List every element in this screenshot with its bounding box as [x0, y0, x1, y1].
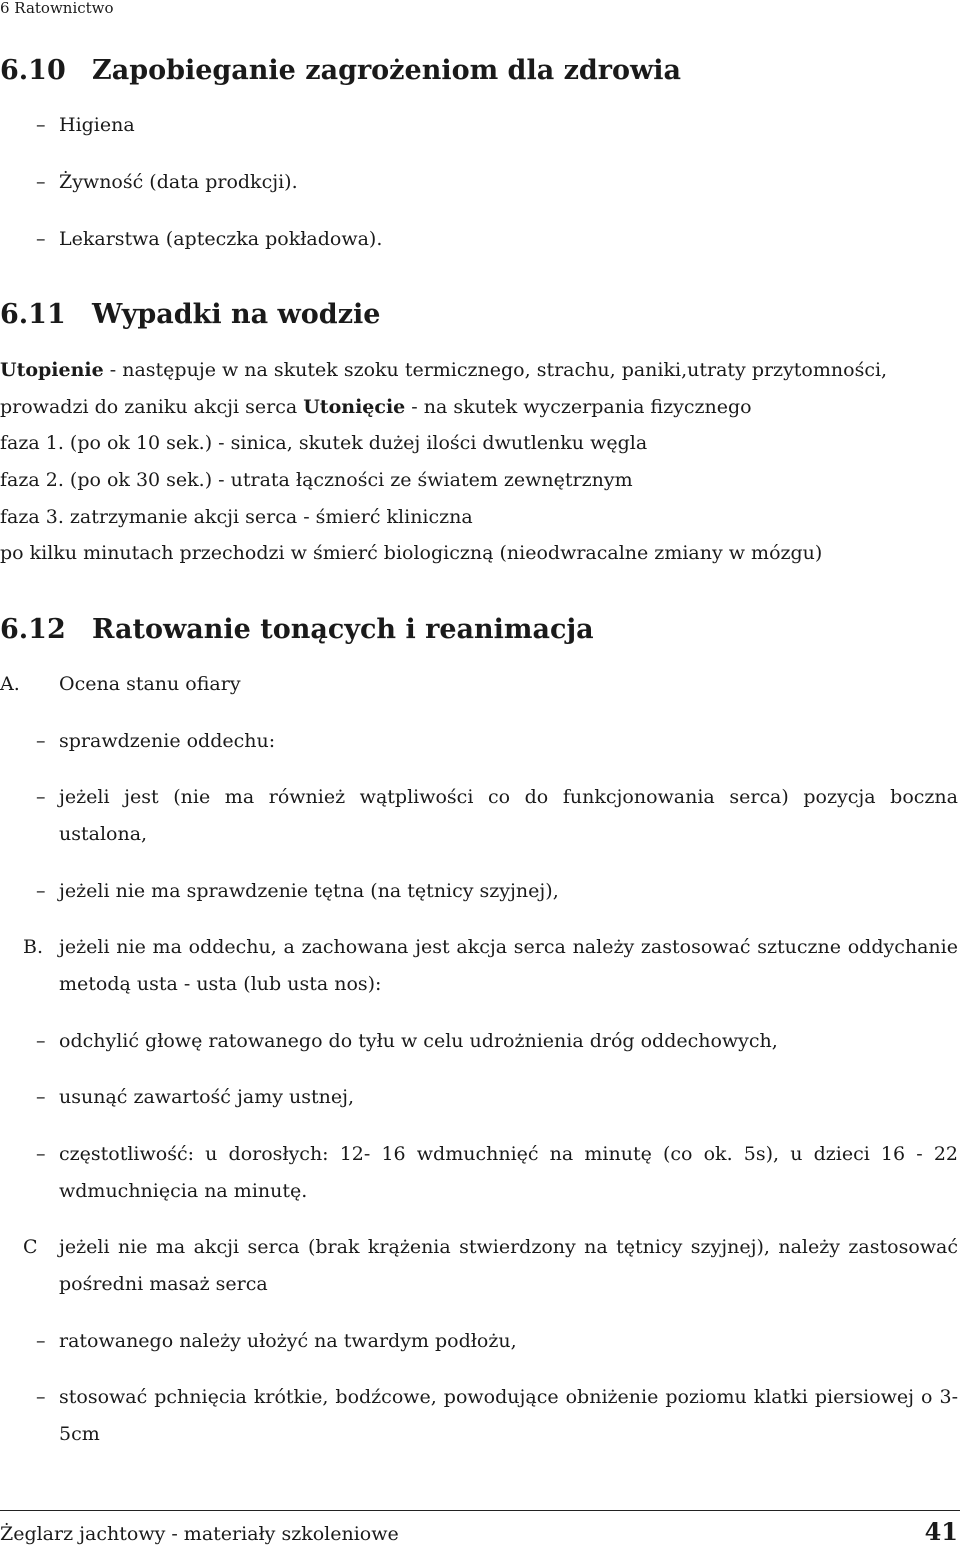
- paragraph-line: po kilku minutach przechodzi w śmierć biologiczną (nieodwracalne zmiany w mózgu): [0, 542, 823, 564]
- step-text: Ocena stanu ofiary: [59, 673, 241, 695]
- paragraph-text: - na skutek wyczerpania fizycznego: [405, 396, 752, 418]
- list-item: [0, 221, 958, 258]
- step-label: A.: [0, 673, 20, 695]
- footer-rule: [0, 1510, 960, 1511]
- list-item: [0, 1023, 958, 1060]
- term-utopienie: Utopienie: [0, 359, 104, 381]
- list-item-text: ratowanego należy ułożyć na twardym podłożu,: [59, 1330, 517, 1352]
- list-dash: –: [36, 228, 46, 250]
- faza-3: faza 3. zatrzymanie akcji serca - śmierć kliniczna: [0, 506, 473, 528]
- step-c: [0, 1229, 958, 1303]
- paragraph-line: [0, 358, 887, 382]
- list-item: [0, 107, 958, 144]
- list-dash: –: [36, 114, 46, 136]
- list-dash: –: [36, 880, 46, 902]
- list-item-text: odchylić głowę ratowanego do tyłu w celu udrożnienia dróg oddechowych,: [59, 1030, 778, 1052]
- step-label: C: [23, 1236, 38, 1258]
- section-heading-6-11: [0, 298, 380, 332]
- list-dash: –: [36, 1143, 46, 1165]
- list-dash: –: [36, 1330, 46, 1352]
- footer-title: Żeglarz jachtowy - materiały szkoleniowe: [0, 1523, 399, 1545]
- section-number: 6.11: [0, 299, 66, 330]
- list-item: [0, 1379, 958, 1453]
- paragraph-text: - następuje w na skutek szoku termicznego, strachu, paniki,utraty przytomności,: [103, 359, 888, 381]
- section-title: Wypadki na wodzie: [92, 299, 381, 330]
- section-number: 6.10: [0, 55, 66, 86]
- faza-1: faza 1. (po ok 10 sek.) - sinica, skutek dużej ilości dwutlenku węgla: [0, 432, 648, 454]
- running-head: 6 Ratownictwo: [0, 0, 114, 17]
- section-heading-6-12: [0, 613, 594, 647]
- list-item-text: stosować pchnięcia krótkie, bodźcowe, powodujące obniżenie poziomu klatki piersiowej o 3-5cm: [59, 1386, 958, 1445]
- list-item: [0, 164, 958, 201]
- section-heading-6-10: [0, 54, 681, 88]
- step-text: jeżeli nie ma oddechu, a zachowana jest akcja serca należy zastosować sztuczne oddychanie metodą usta - usta (lub usta nos):: [59, 936, 958, 995]
- list-item: [0, 779, 958, 853]
- list-item: [0, 1079, 958, 1116]
- list-item-text: jeżeli jest (nie ma również wątpliwości co do funkcjonowania serca) pozycja boczna ustalona,: [59, 786, 958, 845]
- page-number: 41: [924, 1517, 958, 1546]
- list-dash: –: [36, 171, 46, 193]
- list-dash: –: [36, 1386, 46, 1408]
- section-title: Zapobieganie zagrożeniom dla zdrowia: [92, 55, 682, 86]
- list-item-text: częstotliwość: u dorosłych: 12- 16 wdmuchnięć na minutę (co ok. 5s), u dzieci 16 - 22 wdmuchnięcia na minutę.: [59, 1143, 958, 1202]
- step-a: [0, 666, 958, 703]
- list-dash: –: [36, 1030, 46, 1052]
- paragraph-line: [0, 395, 752, 419]
- list-item-text: sprawdzenie oddechu:: [59, 730, 276, 752]
- list-item: [0, 723, 958, 760]
- list-item-text: Lekarstwa (apteczka pokładowa).: [59, 228, 383, 250]
- step-label: B.: [23, 936, 44, 958]
- list-item: [0, 1323, 958, 1360]
- section-title: Ratowanie tonących i reanimacja: [92, 614, 594, 645]
- list-item-text: Żywność (data prodkcji).: [59, 171, 298, 193]
- list-item-text: jeżeli nie ma sprawdzenie tętna (na tętnicy szyjnej),: [59, 880, 559, 902]
- list-dash: –: [36, 786, 46, 808]
- paragraph-text: prowadzi do zaniku akcji serca: [0, 396, 304, 418]
- section-number: 6.12: [0, 614, 66, 645]
- list-item-text: Higiena: [59, 114, 135, 136]
- faza-2: faza 2. (po ok 30 sek.) - utrata łączności ze światem zewnętrznym: [0, 469, 633, 491]
- list-dash: –: [36, 730, 46, 752]
- list-item: [0, 1136, 958, 1210]
- list-item: [0, 873, 958, 910]
- list-dash: –: [36, 1086, 46, 1108]
- step-b: [0, 929, 958, 1003]
- term-utoniecie: Utonięcie: [303, 396, 406, 418]
- step-text: jeżeli nie ma akcji serca (brak krążenia stwierdzony na tętnicy szyjnej), należy zastosować pośredni masaż serca: [59, 1236, 958, 1295]
- list-item-text: usunąć zawartość jamy ustnej,: [59, 1086, 355, 1108]
